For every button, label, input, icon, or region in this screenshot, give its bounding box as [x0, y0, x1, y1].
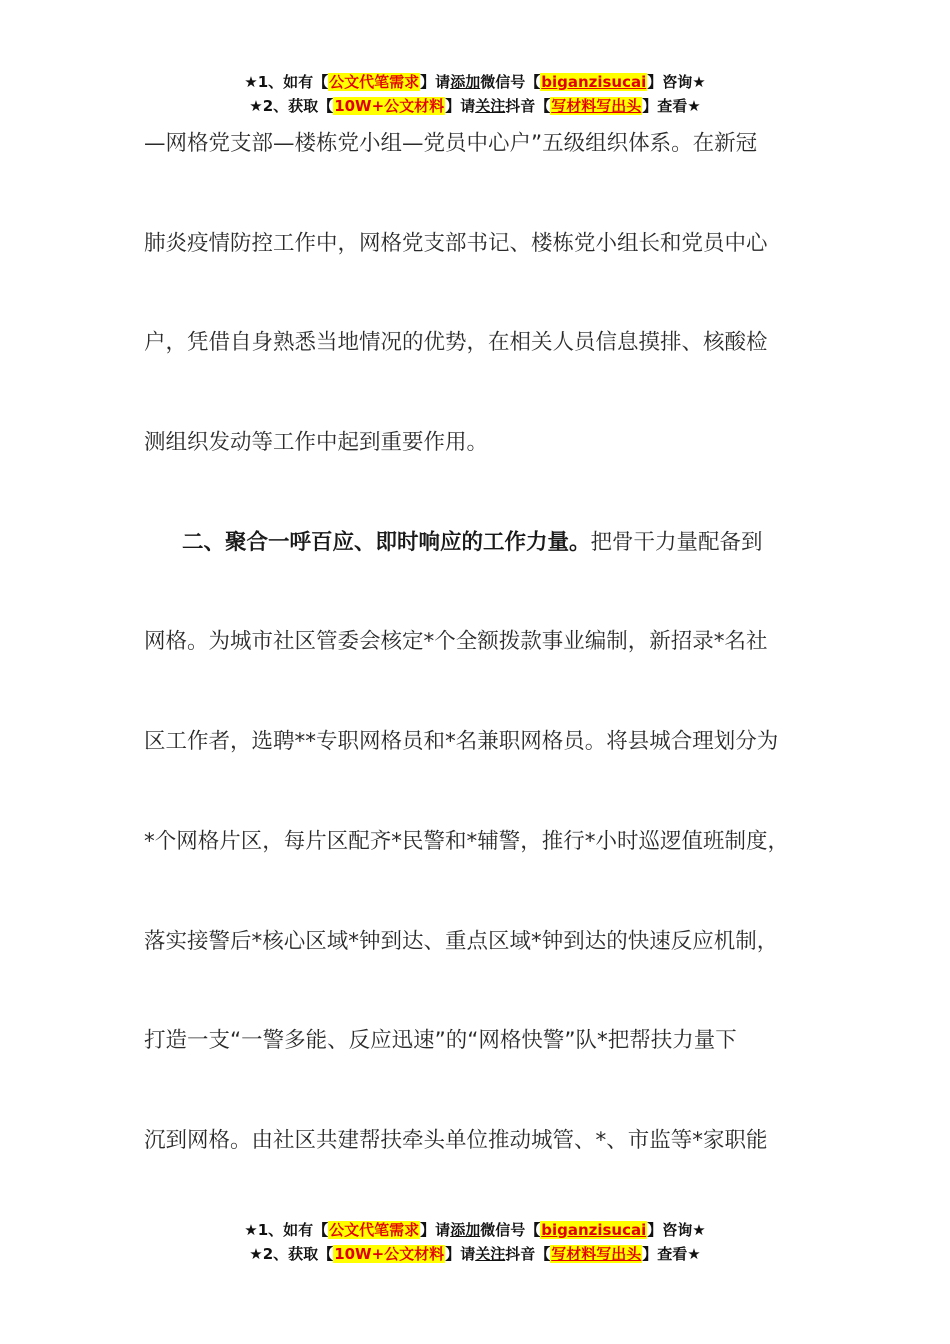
banner-text: 】查看★ [642, 97, 701, 115]
body-line: 区工作者，选聘**专职网格员和*名兼职网格员。将县城合理划分为 [144, 729, 779, 755]
banner-text: 抖音【 [505, 97, 551, 115]
banner-text: ★2、获取【 [249, 1245, 334, 1263]
banner-emphasis: 关注 [475, 97, 506, 115]
body-line: *个网格片区，每片区配齐*民警和*辅警，推行*小时巡逻值班制度， [144, 828, 790, 854]
banner-emphasis: 关注 [475, 1245, 506, 1263]
body-line: 测组织发动等工作中起到重要作用。 [144, 430, 489, 456]
body-line: 肺炎疫情防控工作中，网格党支部书记、楼栋党小组长和党员中心 [144, 230, 768, 256]
section-heading: 二、聚合一呼百应、即时响应的工作力量。 [182, 529, 591, 555]
banner-douyin-id: 写材料写出头 [551, 1245, 642, 1263]
banner-text: 】请 [420, 73, 451, 91]
banner-text: 】请 [445, 97, 476, 115]
banner-text: 抖音【 [505, 1245, 551, 1263]
banner-highlight: 公文代笔需求 [329, 1221, 420, 1239]
body-line: —网格党支部—楼栋党小组—党员中心户”五级组织体系。在新冠 [144, 131, 758, 156]
body-line: 落实接警后*核心区域*钟到达、重点区域*钟到达的快速反应机制， [144, 928, 779, 954]
banner-text: ★2、获取【 [249, 97, 334, 115]
banner-emphasis: 添加 [450, 1221, 481, 1239]
header-banner [0, 70, 950, 118]
banner-douyin-id: 写材料写出头 [551, 97, 642, 115]
body-line: 户，凭借自身熟悉当地情况的优势，在相关人员信息摸排、核酸检 [144, 330, 768, 356]
banner-text: ★1、如有【 [244, 73, 329, 91]
banner-emphasis: 添加 [450, 73, 481, 91]
banner-text: 】查看★ [642, 1245, 701, 1263]
banner-line-1 [0, 1218, 950, 1242]
banner-highlight: 10W+公文材料 [334, 1245, 445, 1263]
banner-line-2 [0, 1242, 950, 1266]
banner-text: 微信号【 [480, 1221, 541, 1239]
banner-text: 】咨询★ [647, 1221, 706, 1239]
footer-banner [0, 1218, 950, 1266]
body-line: 网格。为城市社区管委会核定*个全额拨款事业编制，新招录*名社 [144, 629, 768, 655]
banner-text: ★1、如有【 [244, 1221, 329, 1239]
banner-text: 】咨询★ [647, 73, 706, 91]
banner-wechat-id: biganzisucai [541, 1221, 647, 1239]
document-body [144, 120, 834, 1217]
banner-text: 】请 [420, 1221, 451, 1239]
banner-highlight: 10W+公文材料 [334, 97, 445, 115]
section-heading-line [144, 519, 834, 619]
banner-line-1 [0, 70, 950, 94]
body-text-run: 把骨干力量配备到 [590, 529, 763, 555]
banner-line-2 [0, 94, 950, 118]
banner-text: 微信号【 [480, 73, 541, 91]
banner-text: 】请 [445, 1245, 476, 1263]
banner-highlight: 公文代笔需求 [329, 73, 420, 91]
body-line: 沉到网格。由社区共建帮扶牵头单位推动城管、*、市监等*家职能 [144, 1127, 768, 1153]
body-line: 打造一支“一警多能、反应迅速”的“网格快警”队*把帮扶力量下 [144, 1028, 737, 1054]
banner-wechat-id: biganzisucai [541, 73, 647, 91]
